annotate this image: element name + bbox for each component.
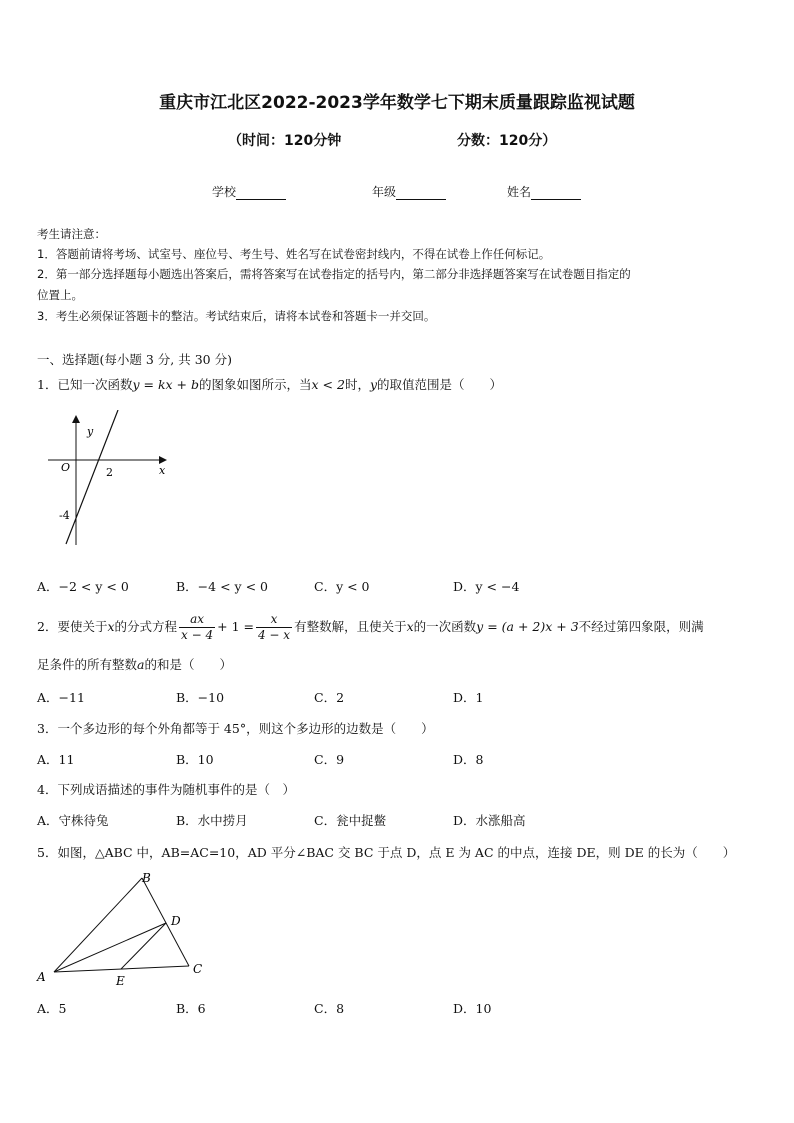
q5-option-b[interactable]: B．6	[176, 1001, 206, 1016]
page-title: 重庆市江北区2022-2023学年数学七下期末质量跟踪监视试题	[159, 93, 635, 113]
school-blank[interactable]	[236, 187, 286, 200]
q1-var: y	[369, 377, 378, 392]
q1-cond: x < 2	[311, 377, 345, 392]
origin-label: O	[61, 461, 71, 474]
q2-f1-denominator: x − 4	[181, 628, 214, 642]
q1-option-a[interactable]: A．−2 < y < 0	[37, 579, 129, 594]
q1-option-c[interactable]: C．y < 0	[314, 579, 370, 594]
q2-line2-text-1: 足条件的所有整数	[37, 657, 138, 672]
q3-option-a[interactable]: A．11	[37, 752, 75, 767]
q2-var-a: a	[137, 657, 145, 672]
q2-fraction-1	[179, 612, 215, 643]
question-1	[37, 375, 502, 393]
q2-fraction-2	[256, 612, 292, 643]
q3-option-b[interactable]: B．10	[176, 752, 214, 767]
q1-text-1: 1．已知一次函数	[37, 377, 133, 392]
q2-text-5: 不经过第四象限，则满	[578, 619, 704, 634]
point-b-label: B	[142, 871, 151, 885]
q1-expr: y = kx + b	[132, 377, 199, 392]
q2-text-1: 2．要使关于	[37, 619, 108, 634]
section-heading: 一、选择题(每小题 3 分, 共 30 分)	[37, 352, 232, 367]
grade-field	[372, 183, 446, 200]
q2-option-d[interactable]: D．1	[453, 690, 484, 705]
q5-option-d[interactable]: D．10	[453, 1001, 492, 1016]
question-3: 3．一个多边形的每个外角都等于 45°，则这个多边形的边数是（ ）	[37, 721, 434, 736]
exam-time: （时间：120分钟	[228, 133, 342, 149]
q2-line2-text-2: 的和是（ ）	[144, 657, 232, 672]
school-field	[212, 183, 286, 200]
q5-option-c[interactable]: C．8	[314, 1001, 345, 1016]
question-4: 4．下列成语描述的事件为随机事件的是（ ）	[37, 782, 295, 797]
q4-option-a[interactable]: A．守株待兔	[37, 813, 109, 828]
q2-option-b[interactable]: B．−10	[176, 690, 225, 705]
q2-option-c[interactable]: C．2	[314, 690, 345, 705]
question-5: 5．如图，△ABC 中，AB=AC=10，AD 平分∠BAC 交 BC 于点 D，点 E 为 AC 的中点，连接 DE，则 DE 的长为（ ）	[37, 845, 736, 860]
q2-text-3: 有整数解，且使关于	[294, 619, 407, 634]
q1-text-4: 的取值范围是（ ）	[377, 377, 503, 392]
q3-option-c[interactable]: C．9	[314, 752, 345, 767]
q4-option-d[interactable]: D．水涨船高	[453, 813, 526, 828]
point-e-label: E	[116, 974, 125, 988]
q4-option-b[interactable]: B．水中捞月	[176, 813, 248, 828]
q2-f2-numerator: x	[256, 612, 292, 628]
point-c-label: C	[193, 962, 203, 976]
q1-option-b[interactable]: B．−4 < y < 0	[176, 579, 268, 594]
q2-var-x: x	[107, 619, 115, 634]
segment-ad	[54, 923, 166, 972]
q2-func: y = (a + 2)x + 3	[476, 619, 579, 634]
name-label: 姓名	[507, 185, 532, 199]
name-field	[507, 183, 581, 200]
q2-f2-denominator: 4 − x	[257, 628, 291, 642]
notice-item-2-cont: 位置上。	[37, 288, 83, 302]
segment-de	[121, 923, 166, 969]
q1-option-d[interactable]: D．y < −4	[453, 579, 520, 594]
name-blank[interactable]	[531, 187, 581, 200]
q1-text-2: 的图象如图所示，当	[199, 377, 312, 392]
q2-var-x-2: x	[406, 619, 414, 634]
q3-option-d[interactable]: D．8	[453, 752, 484, 767]
q2-f1-numerator: ax	[179, 612, 215, 628]
q4-option-c[interactable]: C．瓮中捉鳖	[314, 813, 387, 828]
notice-item-3: 3．考生必须保证答题卡的整洁。考试结束后，请将本试卷和答题卡一并交回。	[37, 309, 436, 323]
q2-text-2: 的分式方程	[114, 619, 178, 634]
q2-option-a[interactable]: A．−11	[37, 690, 85, 705]
question-2-line-2	[37, 655, 232, 673]
x-axis-label: x	[159, 464, 166, 477]
question-2	[37, 608, 704, 646]
q5-figure	[36, 868, 216, 990]
exam-score: 分数：120分）	[457, 133, 557, 149]
grade-blank[interactable]	[396, 187, 446, 200]
notice-item-2: 2．第一部分选择题每小题选出答案后，需将答案写在试卷指定的括号内，第二部分非选择题答案写在试卷题目指定的	[37, 267, 631, 281]
grade-label: 年级	[372, 185, 397, 199]
segment-ab	[54, 878, 142, 972]
y-intercept-label: -4	[59, 509, 70, 522]
notice-item-1: 1．答题前请将考场、试室号、座位号、考生号、姓名写在试卷密封线内，不得在试卷上作任何标记。	[37, 247, 551, 261]
notice-heading: 考生请注意：	[37, 227, 106, 241]
point-d-label: D	[171, 914, 181, 928]
x-intercept-label: 2	[106, 466, 113, 479]
point-a-label: A	[37, 970, 46, 984]
q5-option-a[interactable]: A．5	[37, 1001, 67, 1016]
q1-figure	[42, 410, 172, 552]
segment-bc	[142, 878, 189, 966]
q1-text-3: 时，	[344, 377, 370, 392]
q2-text-4: 的一次函数	[413, 619, 477, 634]
y-axis-label: y	[87, 425, 94, 438]
school-label: 学校	[212, 185, 237, 199]
q2-plus-one: + 1 =	[217, 619, 254, 634]
